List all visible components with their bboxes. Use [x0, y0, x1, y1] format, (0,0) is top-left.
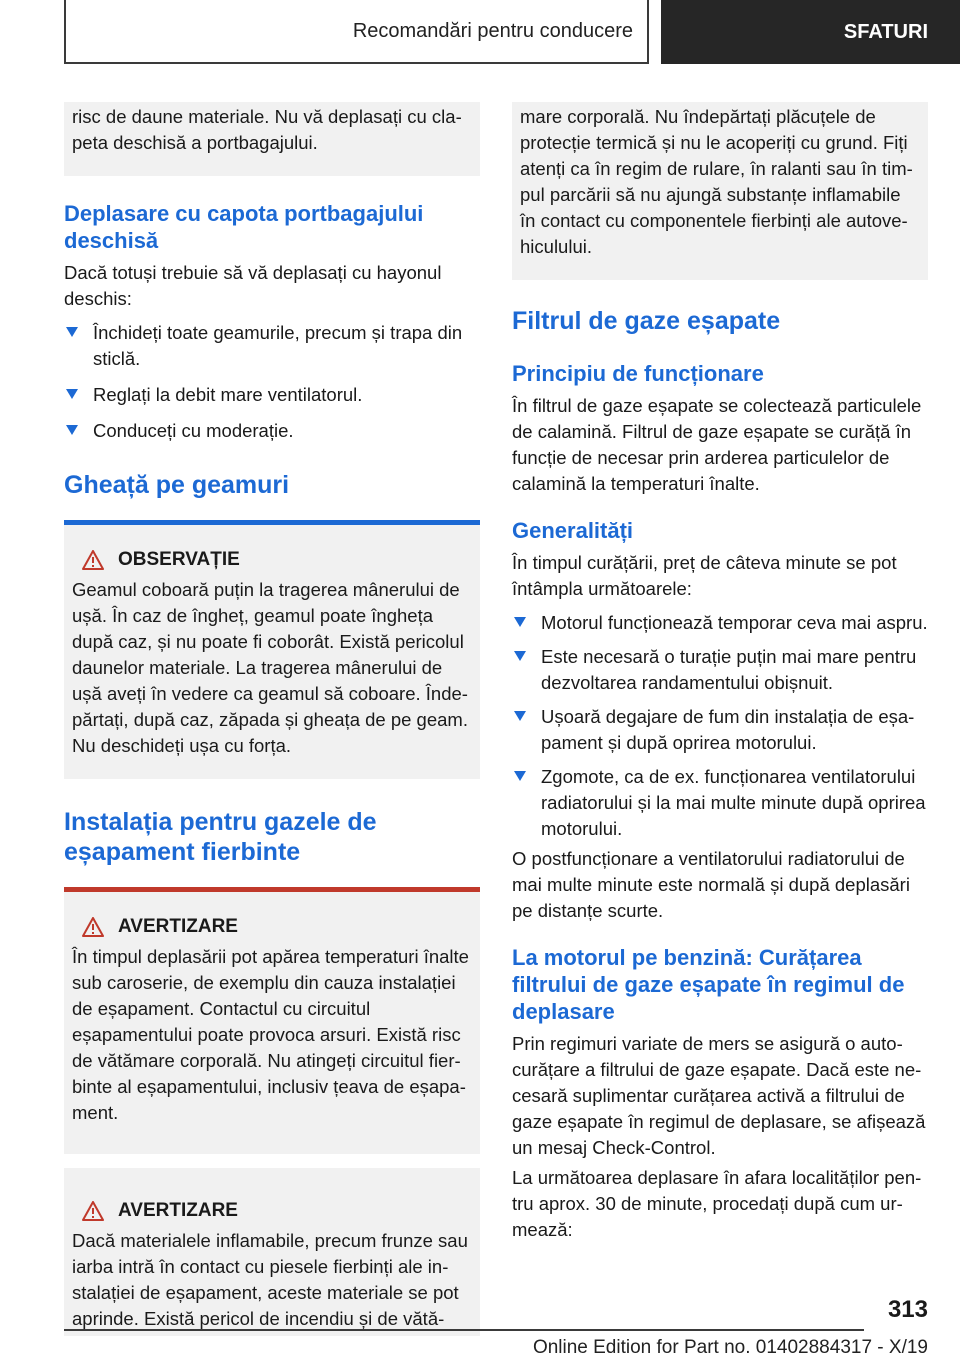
continued-text: mare corporală. Nu îndepărtați plăcuțele de protecție termică și nu le acoperiți cu grund. Fiți atenți ca în regim de rulare, în ralanti sau în timpul parcării să nu ajungă substanțe inflamabile în contact cu componentele fierbinți ale autovehiculului. — [520, 106, 913, 257]
general-text: În timpul curățării, preț de câteva minute se pot întâmpla următoarele: — [512, 552, 897, 599]
right-column — [512, 102, 928, 1247]
heading-filter: Filtrul de gaze eșapate — [512, 307, 781, 335]
page-number: 313 — [887, 1296, 928, 1323]
chapter-tab: SFATURI — [661, 0, 960, 64]
intro-box — [64, 102, 480, 176]
heading-ice: Gheață pe geamuri — [64, 471, 290, 499]
footer-divider — [64, 1329, 864, 1331]
petrol-text-2: La următoarea deplasare în afara localităților pentru aprox. 30 de minute, procedați după cum urmează: — [512, 1167, 922, 1240]
triangle-bullet-icon — [514, 617, 526, 627]
list-item: Conduceți cu moderație. — [64, 418, 480, 444]
heading-petrol: La motorul pe benzină: Curățarea filtrului de gaze eșapate în regimul de deplasare — [512, 945, 905, 1024]
triangle-bullet-icon — [66, 327, 78, 337]
triangle-bullet-icon — [66, 389, 78, 399]
intro-text: risc de daune materiale. Nu vă deplasați cu clapeta deschisă a portbagajului. — [72, 106, 462, 153]
edition-text: Online Edition for Part no. 01402884317 - X/19 — [532, 1337, 928, 1358]
warning-text: Dacă materialele inflamabile, precum frunze sau iarba intră în contact cu piesele fierbinți ale instalației de eșapament, aceste materiale se pot aprinde. Există pericol de incendiu și de vătă- — [72, 1230, 468, 1329]
warning-triangle-icon — [82, 1201, 104, 1221]
continued-box — [512, 102, 928, 280]
heading-general: Generalități — [512, 518, 634, 543]
left-column — [64, 102, 480, 1336]
note-text: Geamul coboară puțin la tragerea mânerului de ușă. În caz de îngheț, geamul poate îngheța după caz, și nu poate fi coborât. Există pericolul daunelor materiale. La tragerea mânerului de ușă aveți în vedere ca geamul să coboare. Îndepărtați, după caz, zăpada și gheața de pe geam. Nu deschideți ușa cu forța. — [72, 579, 468, 756]
after-text: O postfuncționare a ventilatorului radiatorului de mai multe minute este normală și după deplasări pe distanțe scurte. — [512, 848, 910, 921]
section-title: Recomandări pentru conducere — [64, 0, 649, 64]
page-header — [0, 0, 960, 66]
list-item: Închideți toate geamurile, precum și trapa din sticlă. — [64, 320, 480, 372]
triangle-bullet-icon — [66, 425, 78, 435]
note-box — [64, 520, 480, 779]
warning-title: AVERTIZARE — [82, 914, 472, 940]
heading-principle: Principiu de funcționare — [512, 361, 764, 386]
warning-title: AVERTIZARE — [82, 1198, 472, 1224]
warning-text: În timpul deplasării pot apărea temperaturi înalte sub caroserie, de exemplu din cauza instalației de eșapament. Contactul cu circuitul eșapamentului poate provoca arsuri. Există risc de vătămare corporală. Nu atingeți circuitul fierbinte al eșapamentului, inclusiv țeava de eșapament. — [72, 946, 469, 1123]
heading-trunk: Deplasare cu capota portbagajului deschisă — [64, 201, 424, 253]
warning-box — [64, 887, 480, 1154]
petrol-text: Prin regimuri variate de mers se asigură o autocurățare a filtrului de gaze eșapate. Dacă este necesară suplimentar curățarea activă a filtrului de gaze eșapate în regimul de deplasare, se afișează un mesaj Check-Control. — [512, 1033, 926, 1158]
triangle-bullet-icon — [514, 651, 526, 661]
list-item: Zgomote, ca de ex. funcționarea ventilatorului radiatorului și la mai multe minute după oprirea motorului. — [512, 764, 928, 842]
heading-exhaust: Instalația pentru gazele de eșapament fierbinte — [64, 808, 377, 866]
warning-triangle-icon — [82, 917, 104, 937]
warning-triangle-icon — [82, 550, 104, 570]
trunk-text: Dacă totuși trebuie să vă deplasați cu hayonul deschis: — [64, 262, 442, 309]
trunk-list — [64, 320, 480, 444]
triangle-bullet-icon — [514, 711, 526, 721]
list-item: Este necesară o turație puțin mai mare pentru dezvoltarea randamentului obișnuit. — [512, 644, 928, 696]
principle-text: În filtrul de gaze eșapate se colectează particulele de calamină. Filtrul de gaze eșapate se curăță în funcție de necesar prin arderea particulelor de calamină la temperaturi înalte. — [512, 395, 922, 494]
warning-box — [64, 1168, 480, 1336]
triangle-bullet-icon — [514, 771, 526, 781]
list-item: Ușoară degajare de fum din instalația de eșapament și după oprirea motorului. — [512, 704, 928, 756]
list-item: Motorul funcționează temporar ceva mai aspru. — [512, 610, 928, 636]
general-list — [512, 610, 928, 842]
note-title: OBSERVAȚIE — [82, 547, 472, 573]
list-item: Reglați la debit mare ventilatorul. — [64, 382, 480, 408]
